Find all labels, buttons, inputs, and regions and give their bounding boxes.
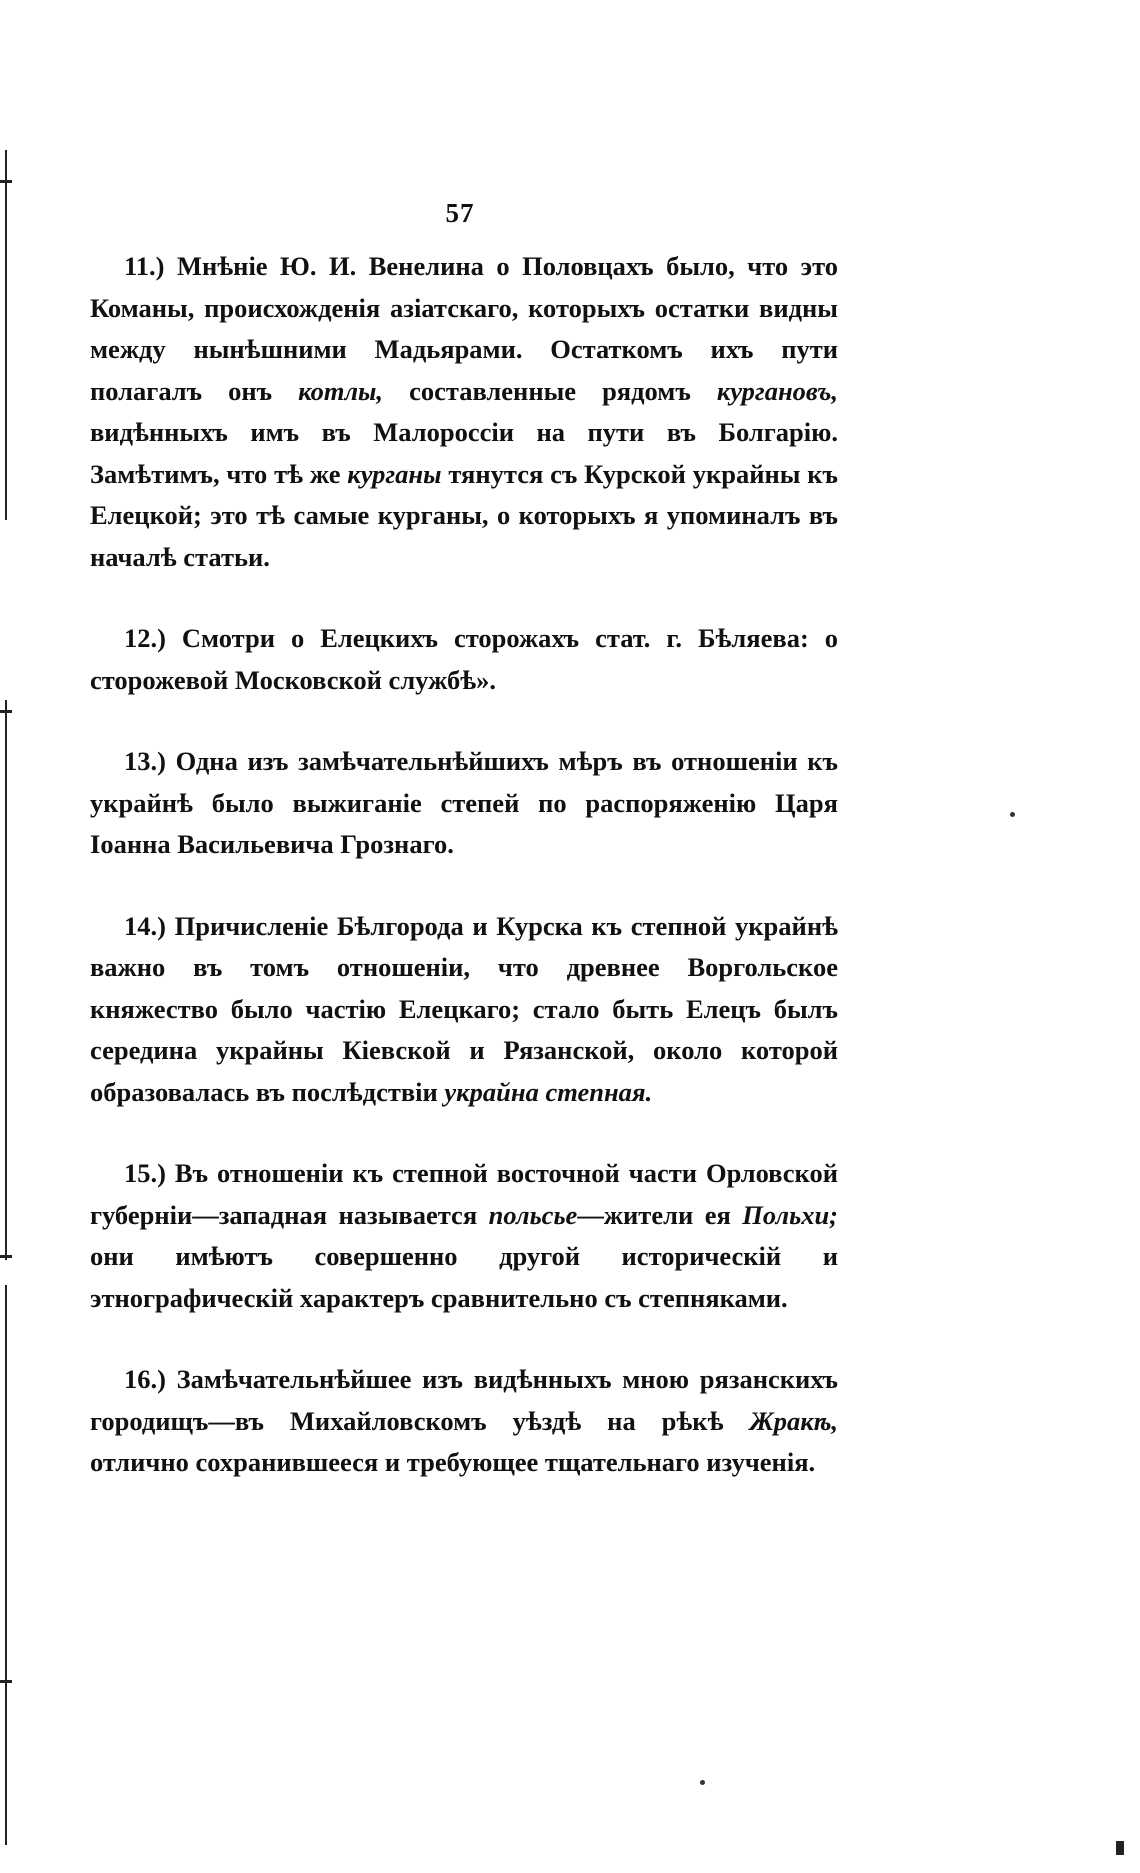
- print-mark: [1116, 1841, 1124, 1855]
- binding-line: [5, 1285, 7, 1845]
- footnote-paragraph: [90, 1359, 838, 1484]
- footnote-text: составленные рядомъ: [383, 375, 717, 406]
- binding-edge: [0, 0, 12, 1873]
- italic-term: котлы,: [298, 375, 384, 406]
- footnote-number: 15.): [124, 1158, 166, 1188]
- footnote-text: —жители ея: [577, 1199, 743, 1230]
- footnote-paragraph: [90, 906, 838, 1114]
- binding-mark: [0, 710, 12, 713]
- footnote-text: отлично сохранившееся и требующее тщательнаго изученія.: [90, 1447, 816, 1477]
- footnote-text: Замѣчательнѣйшее изъ видѣнныхъ мною рязанскихъ городищъ—въ Михайловскомъ уѣздѣ на рѣкѣ: [90, 1364, 838, 1436]
- footnotes-text: [90, 246, 838, 1524]
- footnote-paragraph: [90, 246, 838, 578]
- italic-term: кургановъ,: [716, 375, 838, 406]
- footnote-text: Мнѣніе Ю. И. Венелина о Половцахъ было, что это Команы, происхожденія азіатскаго, которыхъ остатки видны между нынѣшними Мадьярами. Остаткомъ ихъ пути полагалъ онъ: [90, 251, 838, 406]
- footnote-text: они имѣютъ совершенно другой историческій и этнографическій характеръ сравнительно съ степняками.: [90, 1241, 838, 1313]
- italic-term: Жракѣ,: [749, 1405, 838, 1436]
- binding-mark: [0, 180, 12, 183]
- italic-term: украйна степная.: [444, 1076, 653, 1107]
- italic-term: курганы: [347, 458, 442, 489]
- page-number: 57: [445, 198, 475, 228]
- binding-mark: [0, 1255, 12, 1258]
- footnote-number: 11.): [124, 251, 165, 281]
- footnote-number: 14.): [124, 910, 166, 941]
- footnote-text: видѣнныхъ имъ въ Малороссіи на пути въ Болгарію. Замѣтимъ, что тѣ же: [90, 417, 838, 489]
- binding-mark: [0, 1680, 12, 1683]
- footnote-text: Причисленіе Бѣлгорода и Курска къ степной украйнѣ важно въ томъ отношеніи, что древнее Воргольское княжество было частію Елецкаго; стало быть Елецъ былъ середина украйны Кіевской и Рязанской, около которой образовалась въ послѣдствіи: [90, 910, 838, 1107]
- binding-line: [5, 700, 7, 1260]
- footnote-text: Смотри о Елецкихъ сторожахъ стат. г. Бѣляева: о сторожевой Московской службѣ».: [90, 623, 838, 695]
- footnote-number: 13.): [124, 746, 166, 776]
- footnote-paragraph: [90, 1153, 838, 1319]
- print-speck: [1010, 812, 1015, 817]
- footnote-number: 12.): [124, 623, 166, 653]
- italic-term: польсье: [488, 1199, 578, 1230]
- footnote-paragraph: [90, 741, 838, 866]
- footnote-text: тянутся съ Курской украйны къ Елецкой; это тѣ самые курганы, о которыхъ я упоминалъ въ началѣ статьи.: [90, 458, 838, 572]
- footnote-text: Въ отношеніи къ степной восточной части Орловской губерніи—западная называется: [90, 1158, 838, 1230]
- footnote-number: 16.): [124, 1364, 166, 1394]
- footnote-text: Одна изъ замѣчательнѣйшихъ мѣръ въ отношеніи къ украйнѣ было выжиганіе степей по распоряженію Царя Іоанна Васильевича Грознаго.: [90, 746, 838, 859]
- footnote-paragraph: [90, 618, 838, 701]
- italic-term: Польхи;: [742, 1199, 839, 1230]
- print-speck: [700, 1780, 705, 1785]
